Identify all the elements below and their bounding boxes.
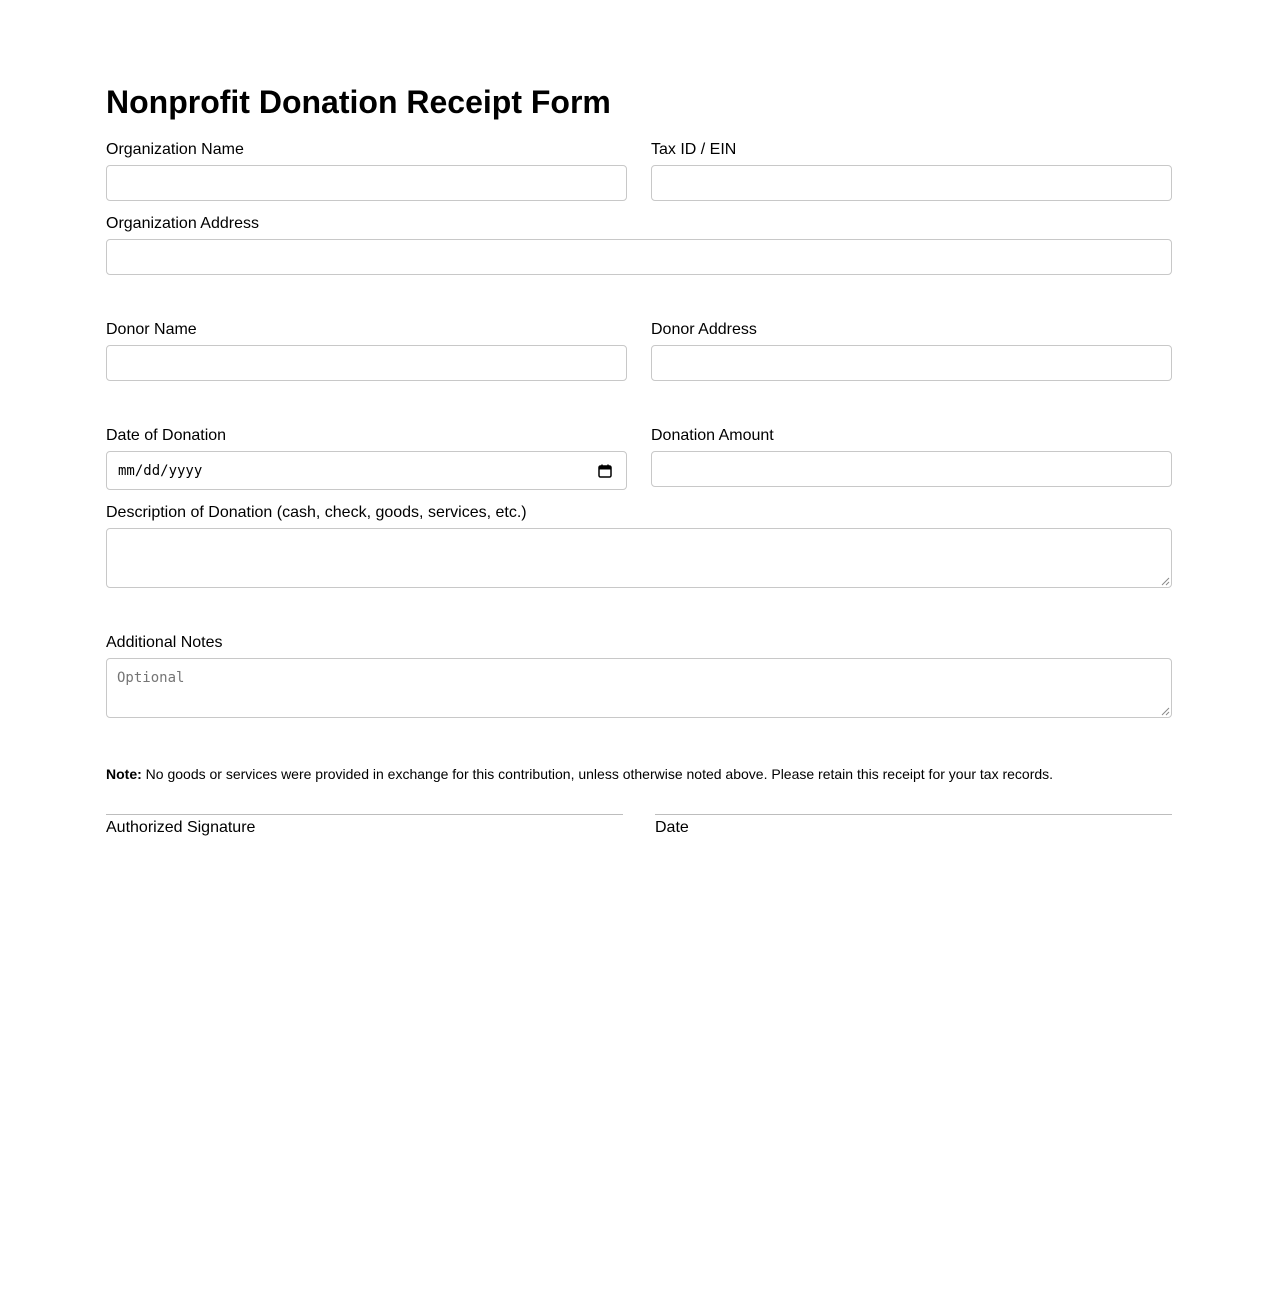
donor-address-input[interactable] [651,345,1172,381]
date-line [655,814,1172,815]
additional-notes-placeholder: Optional [117,670,185,686]
donor-name-input[interactable] [106,345,627,381]
tax-id-field [651,141,1172,201]
tax-id-label: Tax ID / EIN [651,141,737,158]
additional-notes-field [106,634,1172,718]
additional-notes-textarea[interactable] [106,658,1172,718]
page-title: Nonprofit Donation Receipt Form [106,84,611,120]
calendar-icon[interactable] [598,464,612,478]
donation-amount-field [651,427,1172,487]
organization-address-label: Organization Address [106,215,259,232]
donor-name-label: Donor Name [106,321,197,338]
organization-address-input[interactable] [106,239,1172,275]
description-label: Description of Donation (cash, check, goods, services, etc.) [106,504,527,521]
tax-note [106,765,1172,783]
tax-id-input[interactable] [651,165,1172,201]
signature-date-block [655,814,1172,837]
additional-notes-label: Additional Notes [106,634,223,651]
donor-name-field [106,321,627,381]
note-text: No goods or services were provided in exchange for this contribution, unless otherwise noted above. Please retain this receipt for your tax records. [141,766,1054,782]
donor-address-field [651,321,1172,381]
date-of-donation-label: Date of Donation [106,427,227,444]
donation-amount-input[interactable] [651,451,1172,487]
signature-date-label: Date [655,819,689,836]
note-prefix: Note: [106,766,142,782]
signature-line [106,814,623,815]
date-of-donation-field [106,427,627,490]
organization-name-field [106,141,627,201]
organization-name-input[interactable] [106,165,627,201]
donor-address-label: Donor Address [651,321,757,338]
description-textarea[interactable] [106,528,1172,588]
donation-amount-label: Donation Amount [651,427,774,444]
resize-grip-icon[interactable] [1161,577,1170,586]
organization-address-field [106,215,1172,275]
date-format-text: mm/dd/yyyy [118,463,203,479]
authorized-signature-label: Authorized Signature [106,819,256,836]
date-of-donation-input[interactable] [106,451,627,490]
description-field [106,504,1172,588]
authorized-signature-block [106,814,623,837]
resize-grip-icon[interactable] [1161,707,1170,716]
organization-name-label: Organization Name [106,141,244,158]
